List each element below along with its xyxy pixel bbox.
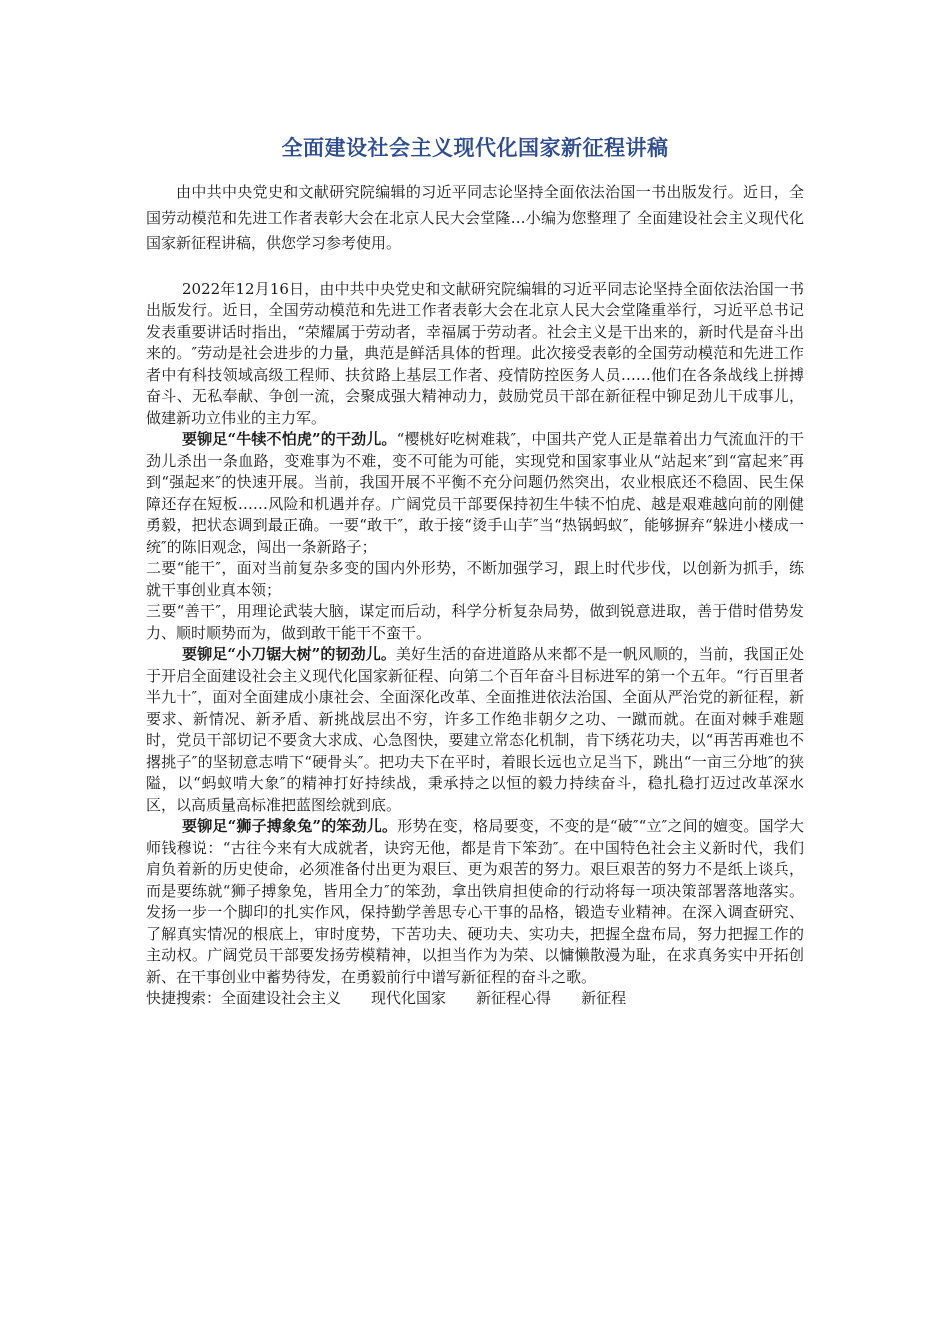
section-1-point-3: 三要“善干″，用理论武装大脑，谋定而后动，科学分析复杂局势，做到锐意进取，善于借时借势发力、顺时顺势而为，做到敢干能干不蛮干。 — [146, 602, 804, 642]
section-1-heading: 要铆足“牛犊不怕虎”的干劲儿。 — [182, 430, 397, 448]
quick-search-keyword[interactable]: 新征程心得 — [476, 989, 552, 1007]
opening-paragraph: 2022年12月16日，由中共中央党史和文献研究院编辑的习近平同志论坚持全面依法治国一书出版发行。近日，全国劳动模范和先进工作者表彰大会在北京人民大会堂隆重举行，习近平总书记发表重要讲话时指出，“荣耀属于劳动者，幸福属于劳动者。社会主义是干出来的，新时代是奋斗出来的。″劳动是社会进步的力量，典范是鲜活具体的哲理。此次接受表彰的全国劳动模范和先进工作者中有科技领域高级工程师、扶贫路上基层工作者、疫情防控医务人员……他们在各条战线上拼搏奋斗、无私奉献、争创一流，会聚成强大精神动力，鼓励党员干部在新征程中铆足劲儿干成事儿，做建新功立伟业的主力军。 — [146, 279, 804, 427]
quick-search — [146, 988, 804, 1010]
intro-paragraph: 由中共中央党史和文献研究院编辑的习近平同志论坚持全面依法治国一书出版发行。近日，全国劳动模范和先进工作者表彰大会在北京人民大会堂隆…小编为您整理了 全面建设社会主义现代化国家新征程讲稿，供您学习参考使用。 — [146, 183, 804, 252]
section-1-text: “樱桃好吃树难栽″，中国共产党人正是靠着出力气流血汗的干劲儿杀出一条血路，变难事为不难，变不可能为可能，实现党和国家事业从“站起来″到“富起来″再到“强起来″的快速开展。当前，我国开展不平衡不充分问题仍然突出，农业根底还不稳固、民生保障还存在短板……风险和机遇并存。广阔党员干部要保持初生牛犊不怕虎、越是艰难越向前的刚健勇毅，把状态调到最正确。一要“敢干″，敢于接“烫手山芋″当“热锅蚂蚁″，能够摒弃“躲进小楼成一统″的陈旧观念，闯出一条新路子； — [146, 430, 804, 556]
quick-search-keyword[interactable]: 全面建设社会主义 — [221, 989, 342, 1007]
document-title: 全面建设社会主义现代化国家新征程讲稿 — [281, 136, 669, 160]
quick-search-keyword[interactable]: 新征程 — [581, 989, 627, 1007]
section-2-heading: 要铆足“小刀锯大树”的韧劲儿。 — [182, 645, 396, 663]
quick-search-keyword[interactable]: 现代化国家 — [371, 989, 447, 1007]
section-3-text: 形势在变，格局要变，不变的是“破″“立″之间的嬗变。国学大师钱穆说：“古往今来有大成就者，诀窍无他，都是肯下笨劲″。在中国特色社会主义新时代，我们肩负着新的历史使命，必须准备付出更为艰巨、更为艰苦的努力。艰巨艰苦的努力不是纸上谈兵，而是要练就“狮子搏象兔，皆用全力″的笨劲，拿出铁肩担使命的行动将每一项决策部署落地落实。发扬一步一个脚印的扎实作风，保持勤学善思专心干事的品格，锻造专业精神。在深入调查研究、了解真实情况的根底上，审时度势，下苦功夫、硬功夫、实功夫，把握全盘布局，努力把握工作的主动权。广阔党员干部要发扬劳模精神，以担当作为为荣、以慵懒散漫为耻，在求真务实中开拓创新、在干事创业中蓄势待发，在勇毅前行中谱写新征程的奋斗之歌。 — [146, 817, 804, 986]
section-1-paragraph — [146, 429, 804, 558]
section-2-paragraph — [146, 644, 804, 816]
section-3-paragraph — [146, 816, 804, 988]
quick-search-label: 快捷搜索： — [146, 989, 222, 1007]
section-3-heading: 要铆足“狮子搏象兔”的笨劲儿。 — [182, 817, 398, 835]
section-2-text: 美好生活的奋进道路从来都不是一帆风顺的，当前，我国正处于开启全面建设社会主义现代化国家新征程、向第二个百年奋斗目标进军的第一个五年。“行百里者半九十″，面对全面建成小康社会、全面深化改革、全面推进依法治国、全面从严治党的新征程，新要求、新情况、新矛盾、新挑战层出不穷，许多工作绝非朝夕之功、一蹴而就。在面对棘手难题时，党员干部切记不要贪大求成、心急图快，要建立常态化机制，肯下绣花功夫，以“再苦再难也不撂挑子″的坚韧意志啃下“硬骨头″。把功夫下在平时，着眼长远也立足当下，跳出“一亩三分地″的狭隘，以“蚂蚁啃大象″的精神打好持续战，秉承持之以恒的毅力持续奋斗，稳扎稳打迈过改革深水区，以高质量高标准把蓝图绘就到底。 — [146, 645, 804, 814]
section-1-point-2: 二要“能干″，面对当前复杂多变的国内外形势，不断加强学习，跟上时代步伐，以创新为抓手，练就干事创业真本领； — [146, 559, 804, 599]
article-body — [146, 279, 804, 1010]
document-page — [146, 130, 804, 1010]
